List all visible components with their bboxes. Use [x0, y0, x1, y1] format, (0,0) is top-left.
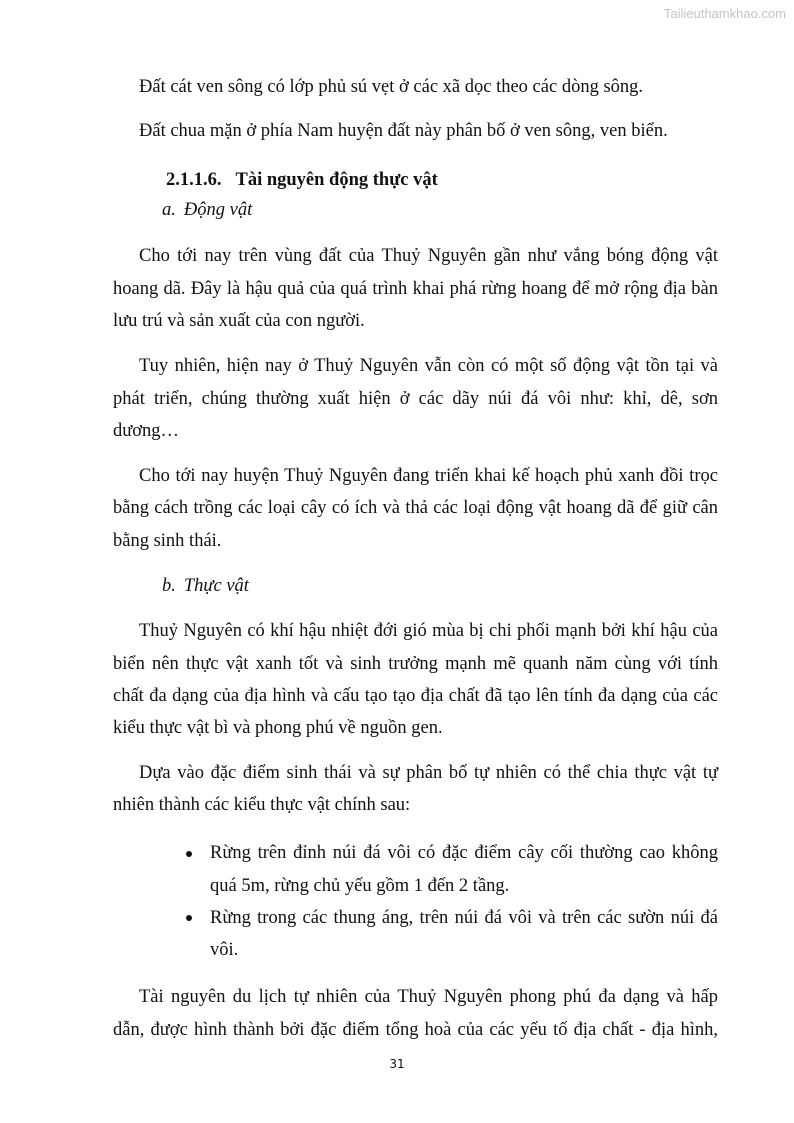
paragraph-line: chất đa dạng của địa hình và cấu tạo tạo địa chất đã tạo lên tính đa dạng của các	[113, 686, 718, 706]
paragraph-line: Tuy nhiên, hiện nay ở Thuỷ Nguyên vẫn còn có một số động vật tồn tại và	[139, 356, 718, 376]
subheading-a	[162, 199, 252, 221]
bullet-icon	[186, 915, 192, 921]
paragraph-line: bằng cách trồng các loại cây có ích và thả các loại động vật hoang dã để giữ cân	[113, 498, 718, 518]
subheading-label: a.	[162, 200, 176, 220]
section-heading	[166, 169, 438, 191]
paragraph-line: kiểu thực vật bì và phong phú về nguồn gen.	[113, 718, 443, 738]
subheading-title: Động vật	[183, 200, 253, 220]
paragraph-line: lưu trú và sản xuất của con người.	[113, 311, 365, 331]
bullet-line: Rừng trên đỉnh núi đá vôi có đặc điểm cây cối thường cao không	[210, 843, 718, 863]
bullet-line: vôi.	[210, 940, 239, 960]
watermark: Tailieuthamkhao.com	[663, 6, 786, 21]
paragraph-line: Cho tới nay huyện Thuỷ Nguyên đang triển khai kế hoạch phủ xanh đồi trọc	[139, 466, 718, 486]
paragraph-line: Cho tới nay trên vùng đất của Thuỷ Nguyên gần như vắng bóng động vật	[139, 246, 718, 266]
paragraph-line: Thuỷ Nguyên có khí hậu nhiệt đới gió mùa bị chi phối mạnh bởi khí hậu của	[139, 621, 718, 641]
paragraph-line: dẫn, được hình thành bởi đặc điểm tổng hoà của các yếu tố địa chất - địa hình,	[113, 1020, 718, 1040]
page-number: 31	[389, 1057, 405, 1071]
paragraph-line: Tài nguyên du lịch tự nhiên của Thuỷ Nguyên phong phú đa dạng và hấp	[139, 987, 718, 1007]
paragraph-line: Dựa vào đặc điểm sinh thái và sự phân bố tự nhiên có thể chia thực vật tự	[139, 763, 718, 783]
paragraph-line: bằng sinh thái.	[113, 531, 222, 551]
paragraph-line: Đất cát ven sông có lớp phủ sú vẹt ở các xã dọc theo các dòng sông.	[139, 77, 644, 97]
subheading-title: Thực vật	[183, 576, 249, 596]
bullet-icon	[186, 851, 192, 857]
heading-title: Tài nguyên động thực vật	[235, 170, 438, 190]
paragraph-line: Đất chua mặn ở phía Nam huyện đất này phân bố ở ven sông, ven biển.	[139, 121, 668, 141]
paragraph-line: dương…	[113, 421, 180, 441]
paragraph-line: nhiên thành các kiểu thực vật chính sau:	[113, 795, 411, 815]
bullet-line: quá 5m, rừng chủ yếu gồm 1 đến 2 tầng.	[210, 876, 510, 896]
paragraph-line: biển nên thực vật xanh tốt và sinh trưởng mạnh mẽ quanh năm cùng với tính	[113, 654, 718, 674]
paragraph-line: phát triển, chúng thường xuất hiện ở các dãy núi đá vôi như: khỉ, dê, sơn	[113, 389, 718, 409]
subheading-label: b.	[162, 576, 176, 596]
bullet-line: Rừng trong các thung áng, trên núi đá vôi và trên các sườn núi đá	[210, 908, 718, 928]
subheading-b	[162, 575, 249, 597]
heading-number: 2.1.1.6.	[166, 170, 222, 190]
paragraph-line: hoang dã. Đây là hậu quả của quá trình khai phá rừng hoang để mở rộng địa bàn	[113, 279, 718, 299]
